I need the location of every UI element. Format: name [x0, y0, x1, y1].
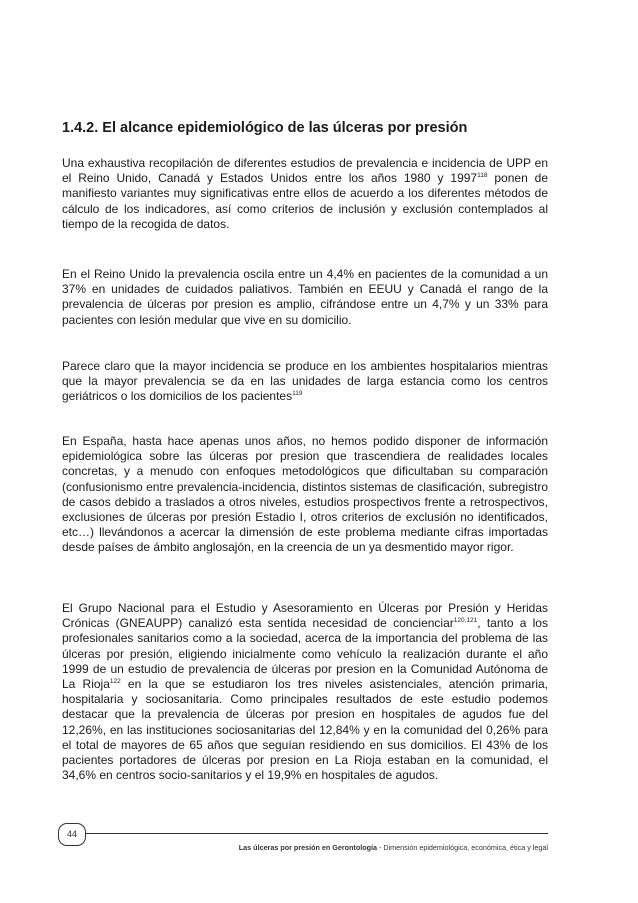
paragraph-1-text: Una exhaustiva recopilación de diferentes estudios de prevalencia e incidencia de UPP en el Reino Unido, Canadá y Estados Unidos entre los años 1980 y 1997 [62, 156, 548, 186]
paragraph-3-text: Parece claro que la mayor incidencia se produce en los ambientes hospitalarios mientras que la mayor prevalencia se da en las unidades de larga estancia como los centros geriátricos o los domicilios de los pacientes [62, 359, 548, 404]
paragraph-5 [62, 601, 548, 783]
reference-119: 119 [292, 390, 303, 398]
section-heading: 1.4.2. El alcance epidemiológico de las úlceras por presión [62, 120, 468, 136]
footer-divider [86, 833, 548, 834]
footer-running-title [120, 843, 548, 852]
reference-120-121: 120,121 [453, 617, 478, 625]
paragraph-3 [62, 359, 548, 405]
footer-subtitle: - Dimensión epidemiológica, económica, ética y legal [377, 843, 548, 852]
paragraph-5-tail: en la que se estudiaron los tres niveles asistenciales, atención primaria, hospitalaria y sociosanitaria. Como principales resultados de este estudio podemos destacar que la prevalencia de úlceras por presion en hospitales de agudos fue del 12,26%, en las instituciones sociosanitarias del 12,84% y en la comunidad del 0,26% para el total de mayores de 65 años que seguían residiendo en sus domicilios. El 43% de los pacientes portadores de úlceras por presion en La Rioja estaban en la comunidad, el 34,6% en centros socio-sanitarios y el 19,9% en hospitales de agudos. [62, 677, 549, 783]
footer-book-title: Las úlceras por presión en Gerontología [238, 843, 377, 852]
paragraph-5-mid: , tanto a los profesionales sanitarios como a la sociedad, acerca de la importancia del problema de las úlceras por presión, eligiendo inicialmente como vehículo la realización durante el año 1999 de un estudio de prevalencia de úlceras por presion en la Comunidad Autónoma de La Rioja [62, 616, 548, 692]
reference-122: 122 [109, 678, 121, 686]
page-number-badge: 44 [58, 823, 86, 846]
paragraph-4-text: En España, hasta hace apenas unos años, no hemos podido disponer de información epidemiológica sobre las úlceras por presion que trascendiera de realidades locales concretas, y a menudo con enfoques metodológicos que dificultaban su comparación (confusionismo entre prevalencia-incidencia, distintos sistemas de clasificación, subregistro de casos debido a traslados a otros niveles, estudios prospectivos frente a retrospectivos, exclusiones de úlceras por presión Estadio I, otros criterios de exclusión no identificados, etc…) llevándonos a acercar la dimensión de este problema mediante cifras importadas desde países de ámbito anglosajón, en la creencia de un ya desmentido mayor rigor. [62, 434, 548, 555]
paragraph-4 [62, 434, 548, 556]
paragraph-5-text: El Grupo Nacional para el Estudio y Asesoramiento en Úlceras por Presión y Heridas Crónicas (GNEAUPP) canalizó esta sentida necesidad de concienciar [62, 601, 548, 631]
paragraph-2-text: En el Reino Unido la prevalencia oscila entre un 4,4% en pacientes de la comunidad a un 37% en unidades de cuidados paliativos. También en EEUU y Canadá el rango de la prevalencia de úlceras por presion es amplio, cifrándose entre un 4,7% y un 33% para pacientes con lesión medular que vive en su domicilio. [62, 267, 548, 327]
reference-118: 118 [477, 172, 488, 180]
paragraph-1 [62, 156, 548, 232]
paragraph-2 [62, 267, 548, 328]
paragraph-1-tail: ponen de manifiesto variantes muy significativas entre ellos de acuerdo a los diferentes métodos de cálculo de los indicadores, así como criterios de inclusión y exclusión contemplados al tiempo de la recogida de datos. [62, 171, 548, 231]
